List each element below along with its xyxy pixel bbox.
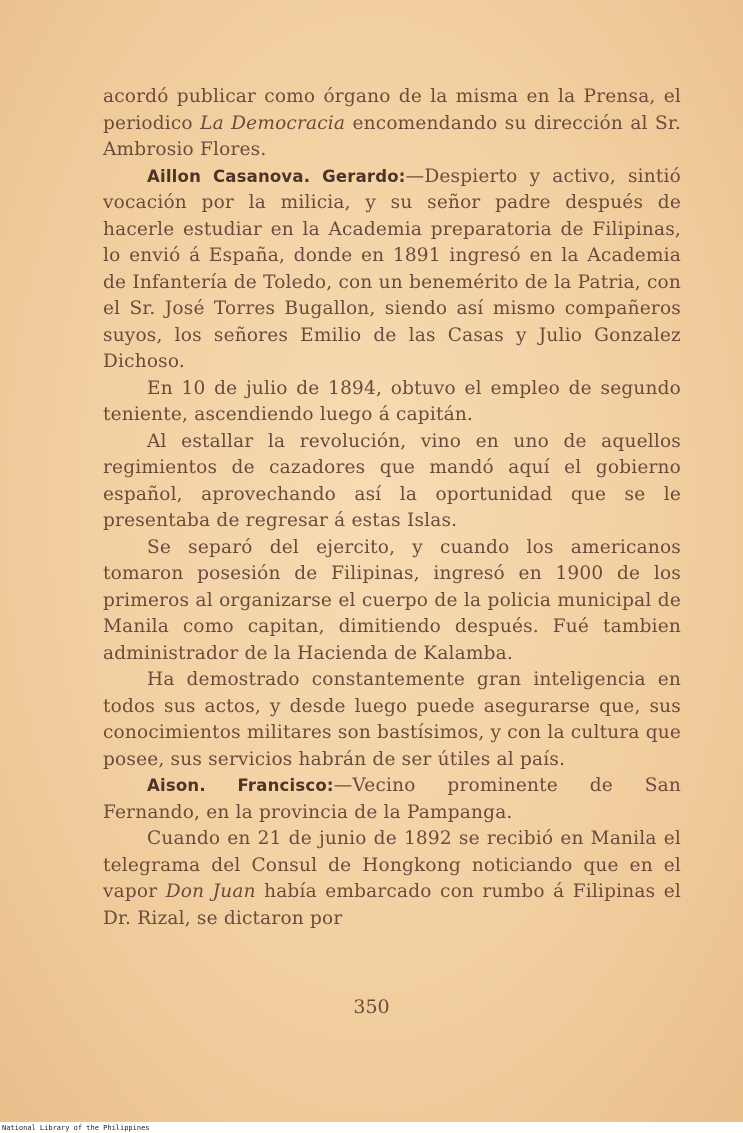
paragraph-text: Se separó del ejercito, y cuando los americanos tomaron posesión de Filipinas, ingresó en 1900 de los primeros al organizarse el cuerpo de la policia municipal de Manila como capitan, dimitiendo después. Fué tambien administrador de la Hacienda de Kalamba.: [103, 536, 681, 664]
page-number: 350: [353, 996, 390, 1018]
paragraph-text: Al estallar la revolución, vino en uno de aquellos regimientos de cazadores que mandó aquí el gobierno español, aprovechando así la oportunidad que se le presentaba de regresar á estas Islas.: [103, 430, 681, 531]
italic-title: La Democracia: [200, 112, 346, 134]
paragraph-text: —Despierto y activo, sintió vocación por la milicia, y su señor padre después de hacerle estudiar en la Academia preparatoria de Filipinas, lo envió á España, donde en 1891 ingresó en la Academia de Infantería de Toledo, con un benemérito de la Patria, con el Sr. José Torres Bugallon, siendo así mismo compañeros suyos, los señores Emilio de las Casas y Julio Gonzalez Dichoso.: [103, 165, 682, 372]
paragraph-text: acordó publicar como órgano de la misma en la Prensa, el periodico: [103, 86, 681, 134]
paragraph: [103, 667, 681, 773]
paragraph: [103, 826, 681, 932]
paragraph-text: En 10 de julio de 1894, obtuvo el empleo de segundo teniente, ascendiendo luego á capitán.: [103, 377, 681, 425]
italic-title: Don Juan: [165, 881, 256, 902]
paragraph: [103, 429, 681, 535]
paragraph-text: encomendando su dirección al Sr. Ambrosio Flores.: [103, 112, 681, 160]
paragraph: [103, 84, 681, 164]
library-credit: National Library of the Philippines: [2, 1124, 150, 1132]
paragraph: [103, 376, 681, 429]
entry-name: Aison. Francisco:: [147, 776, 334, 795]
paragraph: [103, 773, 681, 826]
paragraph-text: Ha demostrado constantemente gran inteligencia en todos sus actos, y desde luego puede asegurarse que, sus conocimientos militares son bastísimos, y con la cultura que posee, sus servicios habrán de ser útiles al país.: [103, 669, 681, 770]
paragraph-text: Cuando en 21 de junio de 1892 se recibió en Manila el telegrama del Consul de Hongkong noticiando que en el vapor: [103, 828, 681, 902]
paragraph-text: había embarcado con rumbo á Filipinas el Dr. Rizal, se dictaron por: [103, 881, 681, 929]
page-body-text: [103, 84, 681, 932]
paragraph: [103, 535, 681, 668]
paragraph: [103, 164, 681, 376]
paragraph-text: —Vecino prominente de San Fernando, en la provincia de la Pampanga.: [103, 775, 682, 823]
entry-name: Aillon Casanova. Gerardo:: [147, 166, 406, 186]
